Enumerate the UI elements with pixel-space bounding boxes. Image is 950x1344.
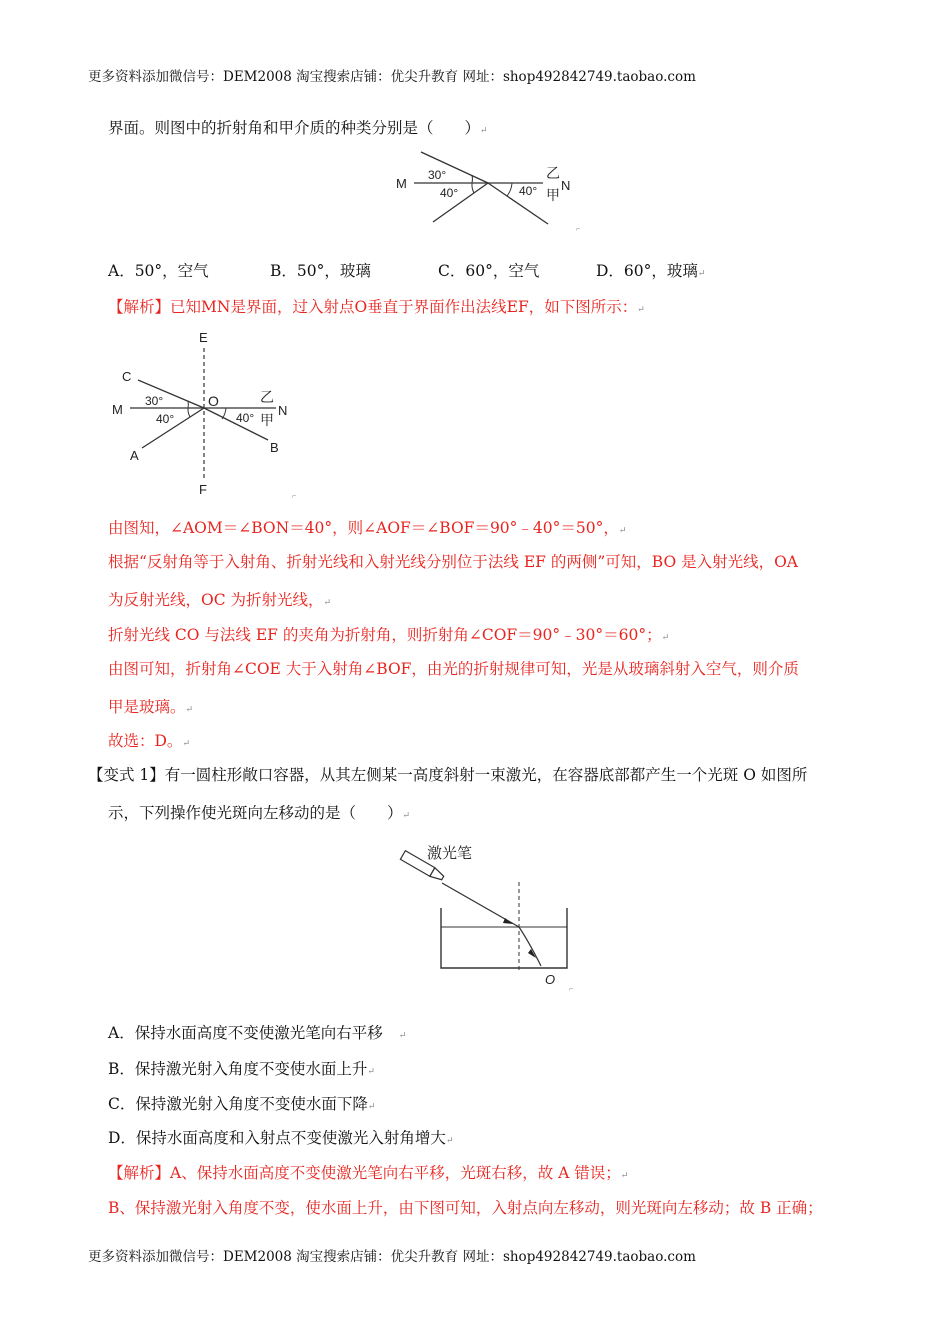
- label-40-right: 40°: [519, 184, 538, 198]
- label-c: C: [122, 369, 132, 384]
- option-d: D．60°，玻璃↵: [596, 262, 706, 280]
- variant-stem-line-2: 示，下列操作使光斑向左移动的是（ ）↵: [108, 804, 411, 822]
- variant-analysis-line-1: 【解析】A、保持水面高度不变使激光笔向右平移，光斑右移，故 A 错误；↵: [108, 1164, 629, 1182]
- label-n: N: [278, 403, 288, 418]
- label-n: N: [561, 178, 571, 193]
- laser-container-figure: [395, 838, 585, 996]
- label-40-right: 40°: [236, 411, 255, 425]
- analysis-line-4a: 由图可知，折射角∠COE 大于入射角∠BOF，由光的折射规律可知，光是从玻璃斜射入空气，则介质: [108, 660, 799, 678]
- label-e: E: [199, 330, 208, 345]
- label-jia: 甲: [260, 412, 274, 428]
- label-yi: 乙: [546, 165, 560, 181]
- paragraph-mark: ⌐: [576, 226, 581, 233]
- variant-option-c: C．保持激光射入角度不变使水面下降↵: [108, 1095, 376, 1113]
- variant-option-b: B．保持激光射入角度不变使水面上升↵: [108, 1060, 375, 1078]
- label-m: M: [112, 402, 123, 417]
- option-a: A．50°，空气: [108, 262, 209, 280]
- question-stem: 界面。则图中的折射角和甲介质的种类分别是（ ）↵: [108, 119, 488, 137]
- label-o: O: [208, 393, 219, 409]
- label-a: A: [130, 448, 139, 463]
- analysis-line-3: 折射光线 CO 与法线 EF 的夹角为折射角，则折射角∠COF＝90°﹣30°＝60°；↵: [108, 626, 670, 644]
- refraction-figure-2: [108, 328, 308, 503]
- analysis-answer: 故选：D。↵: [108, 732, 190, 750]
- variant-option-d: D．保持水面高度和入射点不变使激光入射角增大↵: [108, 1129, 454, 1147]
- option-c: C．60°，空气: [438, 262, 540, 280]
- label-f: F: [199, 482, 207, 497]
- laser-pen-label: 激光笔: [427, 845, 473, 862]
- label-m: M: [396, 176, 407, 191]
- label-40-left: 40°: [156, 412, 175, 426]
- analysis-intro: 【解析】已知MN是界面，过入射点O垂直于界面作出法线EF，如下图所示：↵: [108, 298, 645, 316]
- analysis-line-2a: 根据“反射角等于入射角、折射光线和入射光线分别位于法线 EF 的两侧”可知，BO 是入射光线，OA: [108, 553, 798, 571]
- paragraph-mark: ⌐: [569, 986, 574, 993]
- analysis-line-2b: 为反射光线，OC 为折射光线，↵: [108, 591, 332, 609]
- variant-option-a: A．保持水面高度不变使激光笔向右平移 ↵: [108, 1024, 407, 1042]
- analysis-line-1: 由图知，∠AOM＝∠BON＝40°，则∠AOF＝∠BOF＝90°﹣40°＝50°，↵: [108, 519, 627, 537]
- label-40-left: 40°: [440, 186, 459, 200]
- label-yi: 乙: [260, 389, 274, 405]
- label-b: B: [270, 440, 279, 455]
- page-header: 更多资料添加微信号：DEM2008 淘宝搜索店铺：优尖升教育 网址：shop492842749.taobao.com: [88, 69, 696, 85]
- label-30: 30°: [428, 168, 447, 182]
- analysis-line-4b: 甲是玻璃。↵: [108, 698, 194, 716]
- variant-analysis-line-2: B、保持激光射入角度不变，使水面上升，由下图可知，入射点向左移动，则光斑向左移动；故 B 正确；: [108, 1199, 823, 1217]
- option-b: B．50°，玻璃: [270, 262, 371, 280]
- variant-stem-line-1: 【变式 1】有一圆柱形敞口容器，从其左侧某一高度斜射一束激光，在容器底部都产生一个光斑 O 如图所: [88, 766, 808, 784]
- refraction-figure-1: [388, 148, 598, 238]
- label-30: 30°: [145, 394, 164, 408]
- page-footer: 更多资料添加微信号：DEM2008 淘宝搜索店铺：优尖升教育 网址：shop492842749.taobao.com: [88, 1249, 696, 1265]
- label-jia: 甲: [546, 187, 560, 203]
- spot-o-label: O: [545, 972, 556, 987]
- paragraph-mark: ⌐: [292, 493, 297, 500]
